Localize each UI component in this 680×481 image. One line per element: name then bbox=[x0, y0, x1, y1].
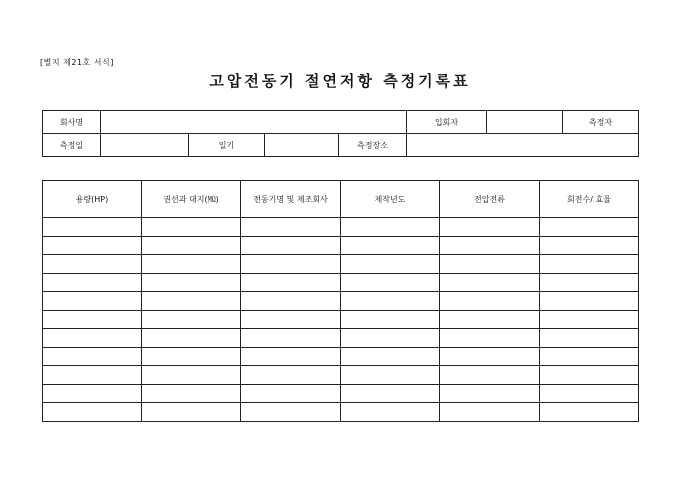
table-cell[interactable] bbox=[142, 347, 241, 366]
table-row bbox=[43, 236, 639, 255]
info-table bbox=[42, 110, 639, 157]
table-cell[interactable] bbox=[540, 292, 639, 311]
table-cell[interactable] bbox=[341, 329, 440, 348]
table-cell[interactable] bbox=[440, 329, 540, 348]
table-cell[interactable] bbox=[43, 236, 142, 255]
table-cell[interactable] bbox=[142, 329, 241, 348]
table-cell[interactable] bbox=[241, 310, 341, 329]
location-field[interactable] bbox=[407, 134, 639, 157]
header-capacity: 용량(HP) bbox=[43, 181, 142, 218]
table-cell[interactable] bbox=[440, 366, 540, 385]
table-cell[interactable] bbox=[440, 310, 540, 329]
table-cell[interactable] bbox=[341, 310, 440, 329]
table-cell[interactable] bbox=[440, 292, 540, 311]
table-row bbox=[43, 384, 639, 403]
measurer-label: 측정자 bbox=[563, 111, 639, 134]
table-cell[interactable] bbox=[142, 236, 241, 255]
weather-label: 일기 bbox=[189, 134, 265, 157]
table-cell[interactable] bbox=[440, 255, 540, 274]
company-label: 회사명 bbox=[43, 111, 101, 134]
inspector-label: 입회자 bbox=[407, 111, 487, 134]
table-cell[interactable] bbox=[341, 236, 440, 255]
table-row bbox=[43, 366, 639, 385]
table-cell[interactable] bbox=[440, 403, 540, 422]
table-cell[interactable] bbox=[440, 273, 540, 292]
table-row bbox=[43, 329, 639, 348]
inspector-field[interactable] bbox=[487, 111, 563, 134]
header-voltage-current: 전압전류 bbox=[440, 181, 540, 218]
company-field[interactable] bbox=[101, 111, 407, 134]
table-row bbox=[43, 310, 639, 329]
header-motor-maker: 전동기명 및 제조회사 bbox=[241, 181, 341, 218]
header-row bbox=[43, 181, 639, 218]
table-cell[interactable] bbox=[341, 218, 440, 237]
location-label: 측정장소 bbox=[339, 134, 407, 157]
table-cell[interactable] bbox=[540, 273, 639, 292]
measurement-table bbox=[42, 180, 639, 422]
table-cell[interactable] bbox=[43, 329, 142, 348]
table-cell[interactable] bbox=[142, 403, 241, 422]
table-cell[interactable] bbox=[540, 384, 639, 403]
table-cell[interactable] bbox=[43, 347, 142, 366]
table-cell[interactable] bbox=[43, 255, 142, 274]
table-cell[interactable] bbox=[241, 255, 341, 274]
table-row bbox=[43, 218, 639, 237]
table-cell[interactable] bbox=[540, 310, 639, 329]
table-cell[interactable] bbox=[540, 347, 639, 366]
table-cell[interactable] bbox=[540, 366, 639, 385]
table-cell[interactable] bbox=[142, 292, 241, 311]
table-cell[interactable] bbox=[43, 384, 142, 403]
table-cell[interactable] bbox=[241, 384, 341, 403]
table-cell[interactable] bbox=[540, 329, 639, 348]
date-label: 측정일 bbox=[43, 134, 101, 157]
table-cell[interactable] bbox=[142, 273, 241, 292]
table-cell[interactable] bbox=[341, 366, 440, 385]
table-cell[interactable] bbox=[43, 403, 142, 422]
table-cell[interactable] bbox=[341, 255, 440, 274]
table-cell[interactable] bbox=[142, 255, 241, 274]
form-number: [별지 제21호 서식] bbox=[40, 58, 114, 67]
table-cell[interactable] bbox=[540, 255, 639, 274]
table-cell[interactable] bbox=[540, 236, 639, 255]
table-cell[interactable] bbox=[142, 366, 241, 385]
table-cell[interactable] bbox=[341, 273, 440, 292]
table-cell[interactable] bbox=[43, 366, 142, 385]
table-cell[interactable] bbox=[142, 218, 241, 237]
table-cell[interactable] bbox=[43, 310, 142, 329]
table-cell[interactable] bbox=[440, 347, 540, 366]
table-cell[interactable] bbox=[241, 403, 341, 422]
table-cell[interactable] bbox=[241, 236, 341, 255]
date-field[interactable] bbox=[101, 134, 189, 157]
table-cell[interactable] bbox=[540, 218, 639, 237]
table-cell[interactable] bbox=[142, 384, 241, 403]
table-cell[interactable] bbox=[241, 273, 341, 292]
table-row bbox=[43, 347, 639, 366]
table-cell[interactable] bbox=[341, 292, 440, 311]
table-cell[interactable] bbox=[43, 292, 142, 311]
table-cell[interactable] bbox=[241, 347, 341, 366]
table-cell[interactable] bbox=[142, 310, 241, 329]
table-cell[interactable] bbox=[241, 329, 341, 348]
table-row bbox=[43, 403, 639, 422]
header-year: 제작년도 bbox=[341, 181, 440, 218]
table-cell[interactable] bbox=[440, 384, 540, 403]
table-cell[interactable] bbox=[241, 292, 341, 311]
table-row bbox=[43, 273, 639, 292]
table-cell[interactable] bbox=[440, 236, 540, 255]
table-cell[interactable] bbox=[241, 218, 341, 237]
table-row bbox=[43, 292, 639, 311]
header-insulation: 권선과 대지(㏁) bbox=[142, 181, 241, 218]
document-title: 고압전동기 절연저항 측정기록표 bbox=[209, 72, 471, 90]
table-cell[interactable] bbox=[241, 366, 341, 385]
table-cell[interactable] bbox=[341, 347, 440, 366]
table-cell[interactable] bbox=[341, 403, 440, 422]
table-cell[interactable] bbox=[43, 218, 142, 237]
header-rpm-efficiency: 회전수/ 효율 bbox=[540, 181, 639, 218]
table-cell[interactable] bbox=[540, 403, 639, 422]
table-cell[interactable] bbox=[440, 218, 540, 237]
table-cell[interactable] bbox=[43, 273, 142, 292]
table-cell[interactable] bbox=[341, 384, 440, 403]
table-row bbox=[43, 255, 639, 274]
weather-field[interactable] bbox=[265, 134, 339, 157]
